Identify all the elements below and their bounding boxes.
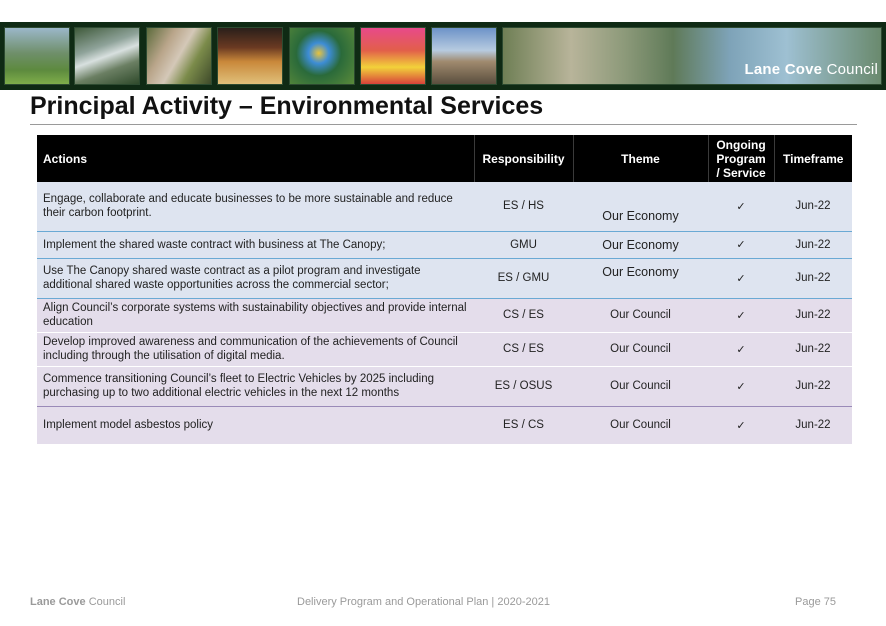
table-row bbox=[37, 298, 852, 332]
cell-responsibility: ES / OSUS bbox=[474, 366, 573, 406]
column-header-timeframe: Timeframe bbox=[774, 135, 852, 182]
checkmark-icon: ✓ bbox=[708, 231, 774, 258]
cell-theme: Our Council bbox=[573, 332, 708, 366]
cell-timeframe: Jun-22 bbox=[774, 231, 852, 258]
cell-theme: Our Council bbox=[573, 406, 708, 444]
cell-action: Commence transitioning Council’s fleet to Electric Vehicles by 2025 including purchasing up to two additional electric vehicles in the next 12 months bbox=[37, 366, 474, 406]
cell-timeframe: Jun-22 bbox=[774, 366, 852, 406]
cell-timeframe: Jun-22 bbox=[774, 258, 852, 298]
brand-regular: Council bbox=[822, 61, 878, 78]
footer-organisation bbox=[30, 596, 125, 608]
column-header-responsibility: Responsibility bbox=[474, 135, 573, 182]
page-title: Principal Activity – Environmental Services bbox=[30, 92, 544, 120]
checkmark-icon: ✓ bbox=[708, 332, 774, 366]
cell-responsibility: ES / GMU bbox=[474, 258, 573, 298]
checkmark-icon: ✓ bbox=[708, 182, 774, 231]
column-header-ongoing: Ongoing Program / Service bbox=[708, 135, 774, 182]
cell-theme: Our Council bbox=[573, 298, 708, 332]
cell-responsibility: CS / ES bbox=[474, 332, 573, 366]
actions-table bbox=[37, 135, 852, 444]
cell-timeframe: Jun-22 bbox=[774, 406, 852, 444]
cell-theme-text: Our Economy bbox=[602, 265, 679, 279]
brand-bold: Lane Cove bbox=[744, 61, 823, 78]
column-header-theme: Theme bbox=[573, 135, 708, 182]
table-row bbox=[37, 231, 852, 258]
cell-action: Implement the shared waste contract with business at The Canopy; bbox=[37, 231, 474, 258]
cell-theme bbox=[573, 182, 708, 231]
checkmark-icon: ✓ bbox=[708, 298, 774, 332]
table-row bbox=[37, 182, 852, 231]
column-header-actions: Actions bbox=[37, 135, 474, 182]
footer-org-regular: Council bbox=[85, 596, 126, 608]
cell-action: Develop improved awareness and communication of the achievements of Council including through the utilisation of digital media. bbox=[37, 332, 474, 366]
banner-photo-creek bbox=[74, 27, 140, 85]
table-row bbox=[37, 406, 852, 444]
footer-org-bold: Lane Cove bbox=[30, 596, 86, 608]
cell-responsibility: ES / CS bbox=[474, 406, 573, 444]
cell-timeframe: Jun-22 bbox=[774, 332, 852, 366]
cell-action: Use The Canopy shared waste contract as a pilot program and investigate additional shared waste opportunities across the commercial sector; bbox=[37, 258, 474, 298]
table-header-row bbox=[37, 135, 852, 182]
cell-theme: Our Council bbox=[573, 366, 708, 406]
cell-theme bbox=[573, 258, 708, 298]
banner-photo-park bbox=[4, 27, 70, 85]
cell-responsibility: ES / HS bbox=[474, 182, 573, 231]
footer-document-title: Delivery Program and Operational Plan | 2020-2021 bbox=[297, 596, 550, 608]
table-row bbox=[37, 258, 852, 298]
banner-photo-lorikeet bbox=[289, 27, 355, 85]
banner-photo-dining bbox=[217, 27, 283, 85]
banner-photo-building bbox=[431, 27, 497, 85]
checkmark-icon: ✓ bbox=[708, 406, 774, 444]
header-banner bbox=[0, 22, 886, 90]
cell-timeframe: Jun-22 bbox=[774, 182, 852, 231]
cell-theme-text: Our Economy bbox=[602, 209, 679, 224]
banner-photo-dancer bbox=[360, 27, 426, 85]
table-row bbox=[37, 366, 852, 406]
cell-action: Align Council’s corporate systems with sustainability objectives and provide internal education bbox=[37, 298, 474, 332]
council-logo-text bbox=[745, 61, 878, 78]
cell-responsibility: GMU bbox=[474, 231, 573, 258]
cell-action: Engage, collaborate and educate businesses to be more sustainable and reduce their carbon footprint. bbox=[37, 182, 474, 231]
title-divider bbox=[30, 124, 857, 125]
table-row bbox=[37, 332, 852, 366]
cell-responsibility: CS / ES bbox=[474, 298, 573, 332]
checkmark-icon: ✓ bbox=[708, 366, 774, 406]
banner-photo-festival bbox=[146, 27, 212, 85]
cell-timeframe: Jun-22 bbox=[774, 298, 852, 332]
cell-action: Implement model asbestos policy bbox=[37, 406, 474, 444]
cell-theme: Our Economy bbox=[573, 231, 708, 258]
footer-page-number: Page 75 bbox=[795, 596, 836, 608]
checkmark-icon: ✓ bbox=[708, 258, 774, 298]
